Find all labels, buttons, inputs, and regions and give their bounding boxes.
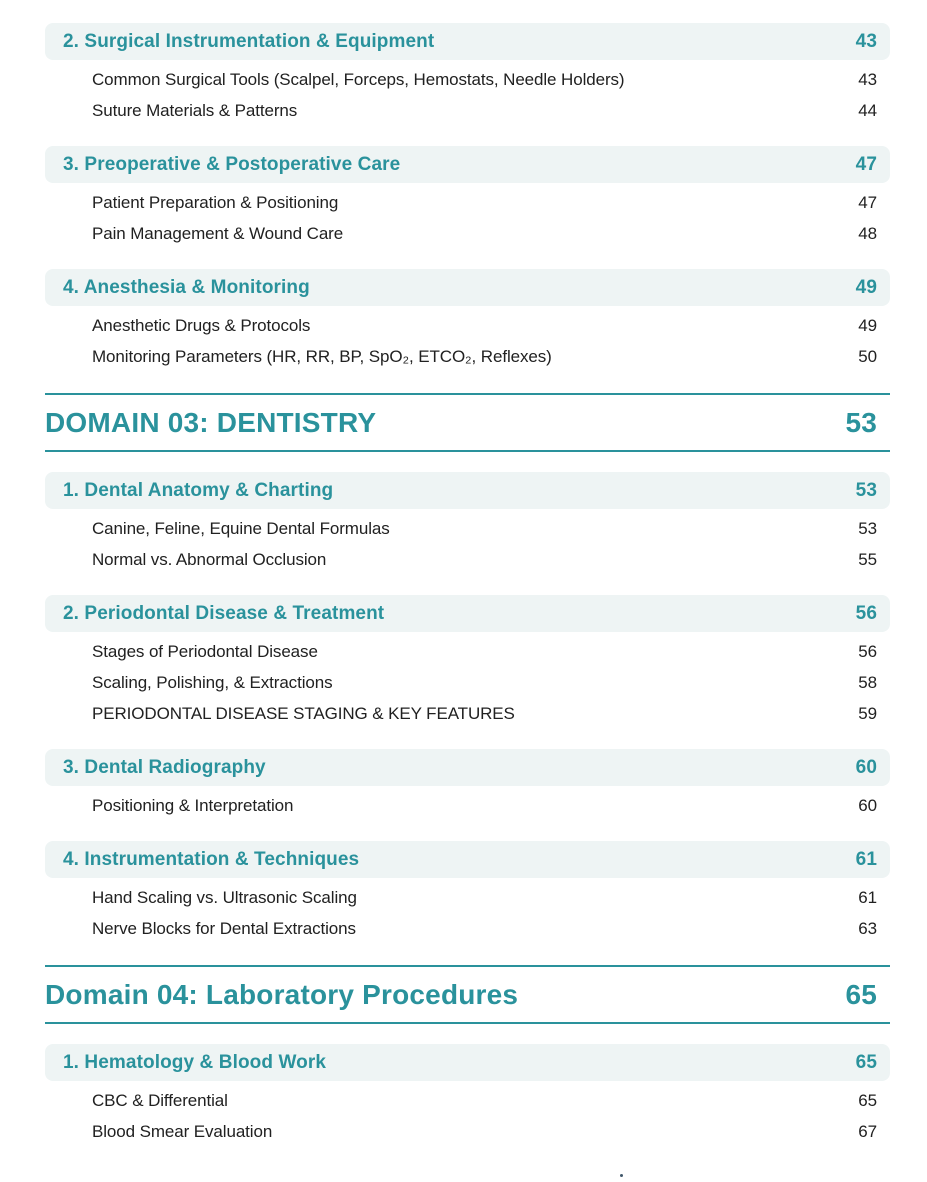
toc-subentry-row[interactable] — [45, 1116, 890, 1147]
toc-section-title: 4. Anesthesia & Monitoring — [63, 276, 310, 298]
toc-subentry-title: Common Surgical Tools (Scalpel, Forceps, Hemostats, Needle Holders) — [92, 69, 625, 89]
toc-section-title: 3. Dental Radiography — [63, 756, 266, 778]
toc-subentry-title: Normal vs. Abnormal Occlusion — [92, 549, 327, 569]
toc-subentry-page-number: 56 — [858, 641, 877, 661]
toc-section-page-number: 60 — [855, 756, 877, 778]
toc-subentry-row[interactable] — [45, 636, 890, 667]
stray-dot-artifact — [620, 1174, 623, 1177]
toc-subentry-list — [45, 310, 890, 372]
toc-subentry-page-number: 50 — [858, 346, 877, 366]
toc-domain-heading[interactable] — [45, 965, 890, 1024]
toc-subentry-row[interactable] — [45, 667, 890, 698]
toc-subentry-page-number: 63 — [858, 918, 877, 938]
toc-subentry-title: Canine, Feline, Equine Dental Formulas — [92, 518, 390, 538]
toc-subentry-title: Positioning & Interpretation — [92, 795, 294, 815]
toc-subentry-page-number: 48 — [858, 223, 877, 243]
toc-subentry-row[interactable] — [45, 218, 890, 249]
toc-section-group — [45, 1044, 890, 1147]
toc-section-page-number: 49 — [855, 276, 877, 298]
toc-domain-title: Domain 04: Laboratory Procedures — [45, 978, 519, 1010]
toc-subentry-row[interactable] — [45, 310, 890, 341]
toc-section-title: 2. Surgical Instrumentation & Equipment — [63, 30, 435, 52]
toc-section-header[interactable] — [45, 1044, 890, 1081]
toc-section-header[interactable] — [45, 23, 890, 60]
toc-subentry-list — [45, 1085, 890, 1147]
toc-subentry-page-number: 55 — [858, 549, 877, 569]
toc-subentry-title: Blood Smear Evaluation — [92, 1121, 273, 1141]
toc-section-header[interactable] — [45, 472, 890, 509]
toc-subentry-page-number: 58 — [858, 672, 877, 692]
toc-section-group — [45, 146, 890, 249]
toc-section-group — [45, 23, 890, 126]
toc — [45, 23, 890, 1167]
toc-subentry-page-number: 60 — [858, 795, 877, 815]
toc-domain-page-number: 53 — [845, 406, 877, 438]
toc-section-header[interactable] — [45, 595, 890, 632]
toc-section-title: 1. Dental Anatomy & Charting — [63, 479, 334, 501]
toc-subentry-title: Monitoring Parameters (HR, RR, BP, SpO₂, ETCO₂, Reflexes) — [92, 346, 552, 366]
toc-subentry-row[interactable] — [45, 1085, 890, 1116]
toc-domain-title: DOMAIN 03: DENTISTRY — [45, 406, 377, 438]
toc-subentry-list — [45, 64, 890, 126]
toc-subentry-page-number: 65 — [858, 1090, 877, 1110]
toc-subentry-title: Hand Scaling vs. Ultrasonic Scaling — [92, 887, 357, 907]
toc-section-title: 2. Periodontal Disease & Treatment — [63, 602, 385, 624]
toc-section-header[interactable] — [45, 146, 890, 183]
toc-section-page-number: 47 — [855, 153, 877, 175]
toc-subentry-title: Anesthetic Drugs & Protocols — [92, 315, 311, 335]
toc-subentry-row[interactable] — [45, 882, 890, 913]
toc-subentry-title: CBC & Differential — [92, 1090, 228, 1110]
toc-subentry-page-number: 43 — [858, 69, 877, 89]
toc-subentry-row[interactable] — [45, 698, 890, 729]
toc-section-group — [45, 749, 890, 821]
toc-subentry-page-number: 59 — [858, 703, 877, 723]
toc-subentry-row[interactable] — [45, 513, 890, 544]
toc-section-group — [45, 269, 890, 372]
toc-subentry-page-number: 44 — [858, 100, 877, 120]
toc-section-group — [45, 595, 890, 729]
toc-subentry-title: Patient Preparation & Positioning — [92, 192, 339, 212]
toc-section-title: 4. Instrumentation & Techniques — [63, 848, 360, 870]
toc-section-page-number: 56 — [855, 602, 877, 624]
toc-subentry-page-number: 53 — [858, 518, 877, 538]
toc-subentry-list — [45, 513, 890, 575]
toc-subentry-page-number: 61 — [858, 887, 877, 907]
toc-subentry-title: Stages of Periodontal Disease — [92, 641, 318, 661]
toc-section-page-number: 43 — [855, 30, 877, 52]
toc-section-header[interactable] — [45, 269, 890, 306]
toc-subentry-row[interactable] — [45, 544, 890, 575]
toc-subentry-title: Scaling, Polishing, & Extractions — [92, 672, 333, 692]
toc-subentry-page-number: 67 — [858, 1121, 877, 1141]
toc-subentry-page-number: 47 — [858, 192, 877, 212]
toc-domain-page-number: 65 — [845, 978, 877, 1010]
toc-subentry-row[interactable] — [45, 187, 890, 218]
toc-subentry-page-number: 49 — [858, 315, 877, 335]
toc-subentry-list — [45, 187, 890, 249]
toc-section-page-number: 65 — [855, 1051, 877, 1073]
toc-subentry-row[interactable] — [45, 64, 890, 95]
toc-subentry-title: Nerve Blocks for Dental Extractions — [92, 918, 356, 938]
toc-section-group — [45, 841, 890, 944]
toc-section-title: 3. Preoperative & Postoperative Care — [63, 153, 401, 175]
toc-subentry-row[interactable] — [45, 341, 890, 372]
toc-domain-heading[interactable] — [45, 393, 890, 452]
toc-subentry-list — [45, 882, 890, 944]
toc-section-header[interactable] — [45, 841, 890, 878]
toc-subentry-row[interactable] — [45, 913, 890, 944]
toc-section-header[interactable] — [45, 749, 890, 786]
toc-subentry-title: Suture Materials & Patterns — [92, 100, 298, 120]
toc-subentry-title: PERIODONTAL DISEASE STAGING & KEY FEATURES — [92, 703, 515, 723]
toc-section-group — [45, 472, 890, 575]
toc-section-title: 1. Hematology & Blood Work — [63, 1051, 326, 1073]
toc-subentry-list — [45, 790, 890, 821]
toc-section-page-number: 53 — [855, 479, 877, 501]
toc-section-page-number: 61 — [855, 848, 877, 870]
toc-subentry-row[interactable] — [45, 790, 890, 821]
toc-subentry-list — [45, 636, 890, 729]
toc-subentry-title: Pain Management & Wound Care — [92, 223, 344, 243]
toc-subentry-row[interactable] — [45, 95, 890, 126]
